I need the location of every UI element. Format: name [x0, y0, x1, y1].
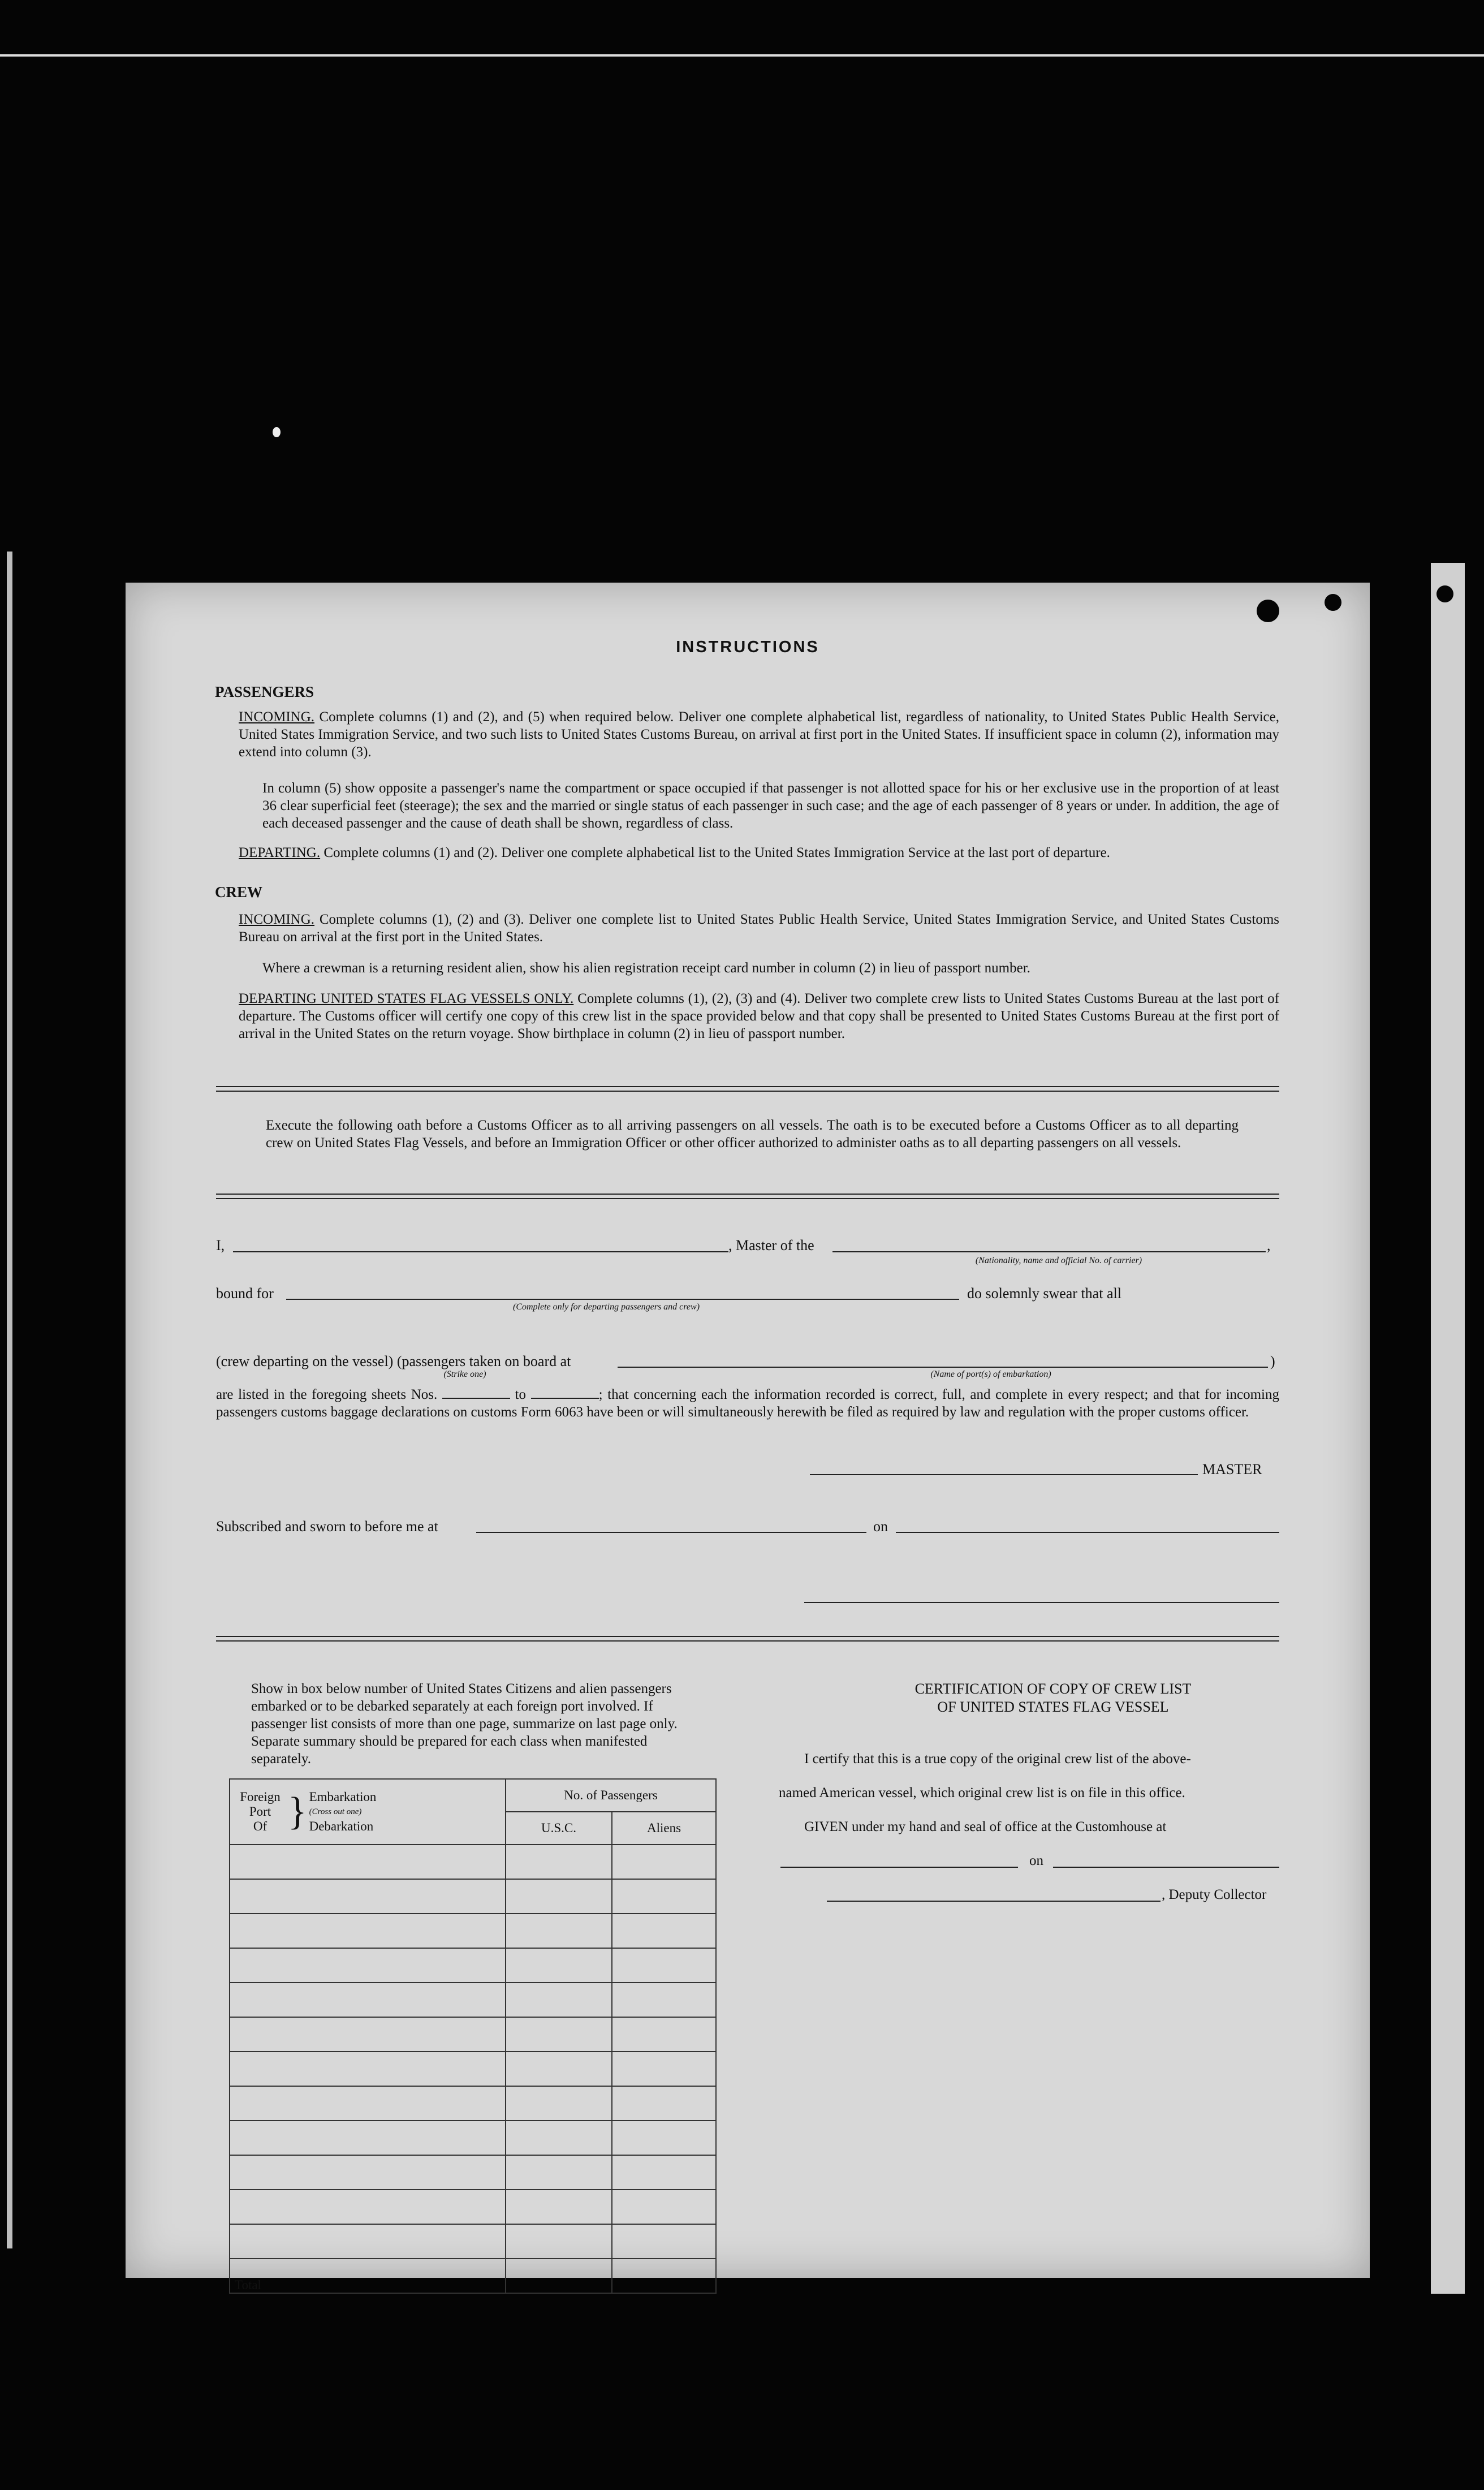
aliens-cell[interactable]	[612, 1983, 716, 2017]
usc-cell[interactable]	[506, 2017, 612, 2052]
port-cell[interactable]	[230, 2017, 506, 2052]
table-row	[230, 2052, 716, 2086]
aliens-cell[interactable]	[612, 1948, 716, 1983]
summary-instructions: Show in box below number of United States Citizens and alien passengers embarked or to be debarked separately at each foreign port involved. If passenger list consists of more than one page, summarize on last page only. Separate summary should be prepared for each class when manifested separately.	[251, 1681, 678, 1767]
crew-incoming-text: Complete columns (1), (2) and (3). Deliver one complete list to United States Public Health Service, United States Immigration Service, and United States Customs Bureau on arrival at the first port in the United States.	[239, 912, 1280, 945]
carrier-caption: (Nationality, name and official No. of carrier)	[975, 1256, 1142, 1265]
total-usc-cell[interactable]	[506, 2259, 612, 2293]
film-strip-left	[7, 552, 12, 2248]
passengers-heading: PASSENGERS	[215, 683, 314, 700]
cert-line1: I certify that this is a true copy of the original crew list of the above-	[804, 1751, 1191, 1767]
oath-instructions: Execute the following oath before a Customs Officer as to all arriving passengers on all vessels. The oath is to be executed before a Customs Officer as to all departing crew on United States Flag Vessels, and before an Immigration Officer or other officer authorized to administer oaths as to all departing passengers on all vessels.	[266, 1118, 1239, 1151]
table-row	[230, 2086, 716, 2121]
usc-cell[interactable]	[506, 1983, 612, 2017]
col-debarkation: Debarkation	[309, 1819, 374, 1833]
passengers-incoming	[239, 708, 1279, 761]
passengers-incoming-label: INCOMING.	[239, 709, 315, 725]
aliens-cell[interactable]	[612, 1879, 716, 1914]
aliens-cell[interactable]	[612, 2155, 716, 2190]
usc-cell[interactable]	[506, 2155, 612, 2190]
usc-cell[interactable]	[506, 1948, 612, 1983]
port-cell[interactable]	[230, 2155, 506, 2190]
usc-cell[interactable]	[506, 2086, 612, 2121]
oath-end-comma: ,	[1267, 1237, 1271, 1253]
usc-cell[interactable]	[506, 2224, 612, 2259]
col-embarkation: Embarkation	[309, 1790, 377, 1804]
deputy-label: , Deputy Collector	[1162, 1887, 1267, 1902]
passenger-summary-table	[229, 1778, 717, 2294]
no-passengers-header: No. of Passengers	[506, 1779, 716, 1812]
punch-hole-adjacent	[1436, 585, 1453, 602]
col-of: Of	[253, 1819, 268, 1833]
table-row	[230, 2224, 716, 2259]
aliens-cell[interactable]	[612, 2086, 716, 2121]
crew-departing-label: DEPARTING UNITED STATES FLAG VESSELS ONLY.	[239, 991, 574, 1006]
port-cell[interactable]	[230, 2190, 506, 2224]
subscribed-on-label: on	[873, 1518, 888, 1535]
cert-place-field[interactable]	[780, 1867, 1018, 1868]
table-row	[230, 2121, 716, 2155]
master-signature-field[interactable]	[810, 1474, 1198, 1475]
oath-i-label: I,	[216, 1237, 225, 1253]
usc-cell[interactable]	[506, 1879, 612, 1914]
certification-title	[827, 1680, 1279, 1716]
embarkation-ports-field[interactable]	[618, 1367, 1268, 1368]
usc-header: U.S.C.	[506, 1812, 612, 1845]
port-cell[interactable]	[230, 1948, 506, 1983]
crew-passengers-text: (crew departing on the vessel) (passengers taken on board at	[216, 1353, 571, 1369]
officer-signature-field[interactable]	[804, 1602, 1279, 1603]
crew-incoming	[239, 911, 1279, 946]
aliens-cell[interactable]	[612, 2190, 716, 2224]
listed-line2: and that for incoming passengers customs baggage declarations on customs Form 6063 have been or will simultaneously herewith be filed as required by	[216, 1387, 1279, 1420]
master-name-field[interactable]	[233, 1251, 728, 1252]
usc-cell[interactable]	[506, 2190, 612, 2224]
ports-caption: (Name of port(s) of embarkation)	[930, 1369, 1051, 1379]
crew-departing-text: Complete columns (1), (2), (3) and (4). Deliver two complete crew lists to United States Customs Bureau at the last port of departure. The Customs officer will certify one copy of this crew list in the space provided below and that copy shall be presented to United States Customs Bureau at the first port of arrival in the United States on the return voyage. Show birthplace in column (2) in lieu of passport number.	[239, 991, 1279, 1041]
listed-line3: law and regulation with the proper customs officer.	[960, 1405, 1249, 1420]
col-port: Port	[249, 1804, 271, 1819]
port-cell[interactable]	[230, 1845, 506, 1879]
close-paren: )	[1270, 1353, 1275, 1369]
crew-resident: Where a crewman is a returning resident alien, show his alien registration receipt card number in column (2) in lieu of passport number.	[262, 960, 1030, 976]
carrier-field[interactable]	[832, 1251, 1266, 1252]
aliens-cell[interactable]	[612, 1845, 716, 1879]
port-cell[interactable]	[230, 1914, 506, 1948]
adjacent-page-right	[1431, 563, 1465, 2294]
cert-line2: named American vessel, which original crew list is on file in this office.	[779, 1785, 1185, 1800]
port-cell[interactable]	[230, 2224, 506, 2259]
bound-for-label: bound for	[216, 1285, 274, 1302]
subscribed-place-field[interactable]	[476, 1532, 866, 1533]
swear-text: do solemnly swear that all	[967, 1285, 1121, 1302]
aliens-cell[interactable]	[612, 2052, 716, 2086]
bound-for-field[interactable]	[286, 1299, 959, 1300]
table-row	[230, 1879, 716, 1914]
film-edge-top	[0, 54, 1484, 57]
certification-title-line1: CERTIFICATION OF COPY OF CREW LIST	[914, 1681, 1192, 1697]
crew-incoming-label: INCOMING.	[239, 912, 315, 927]
aliens-cell[interactable]	[612, 2121, 716, 2155]
page-title: INSTRUCTIONS	[676, 638, 819, 656]
table-row	[230, 2190, 716, 2224]
table-row	[230, 1983, 716, 2017]
brace-icon: }	[288, 1790, 307, 1833]
sheet-from-field[interactable]	[442, 1398, 510, 1399]
table-row	[230, 1845, 716, 1879]
subscribed-date-field[interactable]	[896, 1532, 1279, 1533]
document-page	[126, 583, 1370, 2292]
aliens-header: Aliens	[612, 1812, 716, 1845]
usc-cell[interactable]	[506, 1845, 612, 1879]
aliens-cell[interactable]	[612, 1914, 716, 1948]
bound-caption: (Complete only for departing passengers and crew)	[512, 1302, 700, 1312]
usc-cell[interactable]	[506, 2121, 612, 2155]
usc-cell[interactable]	[506, 1914, 612, 1948]
sheet-to-field[interactable]	[531, 1398, 599, 1399]
punch-hole-2	[1325, 594, 1341, 611]
subscribed-label: Subscribed and sworn to before me at	[216, 1518, 438, 1535]
cert-line3: GIVEN under my hand and seal of office at the Customhouse at	[804, 1819, 1167, 1834]
certification-title-line2: OF UNITED STATES FLAG VESSEL	[937, 1699, 1169, 1715]
listed-paragraph	[216, 1386, 1279, 1421]
divider-1	[216, 1086, 1279, 1092]
crew-heading: CREW	[215, 884, 263, 901]
col-foreign: Foreign	[240, 1790, 281, 1804]
usc-cell[interactable]	[506, 2052, 612, 2086]
aliens-cell[interactable]	[612, 2224, 716, 2259]
master-label: MASTER	[1202, 1461, 1262, 1477]
total-label: Total	[230, 2259, 506, 2293]
divider-3	[216, 1636, 1279, 1642]
port-header-cell	[230, 1779, 506, 1845]
passengers-departing-label: DEPARTING.	[239, 845, 321, 860]
port-cell[interactable]	[230, 1879, 506, 1914]
punch-hole-1	[1257, 600, 1279, 622]
passengers-departing	[239, 844, 1279, 861]
total-aliens-cell[interactable]	[612, 2259, 716, 2293]
col-cross-out: (Cross out one)	[309, 1807, 362, 1816]
total-row	[230, 2259, 716, 2293]
passengers-incoming-text: Complete columns (1) and (2), and (5) when required below. Deliver one complete alphabetical list, regardless of nationality, to United States Public Health Service, United States Immigration Service, and two such lists to United States Customs Bureau, on arrival at first port in the United States. If insufficient space in column (2), information may extend into column (3).	[239, 709, 1280, 760]
table-row	[230, 2017, 716, 2052]
port-cell[interactable]	[230, 2086, 506, 2121]
oath-master-of: , Master of the	[728, 1237, 814, 1253]
deputy-signature-field[interactable]	[827, 1901, 1161, 1902]
cert-on-label: on	[1029, 1853, 1043, 1868]
table-row	[230, 1948, 716, 1983]
to-label: to	[515, 1387, 526, 1402]
listed-rest: ; that concerning each the information recorded is correct, full, and complete in every respect;	[598, 1387, 1149, 1402]
aliens-cell[interactable]	[612, 2017, 716, 2052]
port-cell[interactable]	[230, 2052, 506, 2086]
dust-speck	[273, 427, 281, 437]
crew-departing	[239, 990, 1279, 1042]
table-row	[230, 1914, 716, 1948]
passengers-column5: In column (5) show opposite a passenger's name the compartment or space occupied if that passenger is not allotted space for his or her exclusive use in the proportion of at least 36 clear superficial feet (steerage); the sex and the married or single status of each passenger in such case; and the age of each passenger of 8 years or under. In addition, the age of each deceased passenger and the cause of death shall be shown, regardless of class.	[262, 781, 1279, 831]
port-cell[interactable]	[230, 1983, 506, 2017]
listed-prefix: are listed in the foregoing sheets Nos.	[216, 1387, 438, 1402]
divider-2	[216, 1194, 1279, 1199]
passengers-departing-text: Complete columns (1) and (2). Deliver one complete alphabetical list to the United States Immigration Service at the last port of departure.	[323, 845, 1110, 860]
table-row	[230, 2155, 716, 2190]
strike-caption: (Strike one)	[443, 1369, 486, 1379]
port-cell[interactable]	[230, 2121, 506, 2155]
cert-date-field[interactable]	[1053, 1867, 1279, 1868]
